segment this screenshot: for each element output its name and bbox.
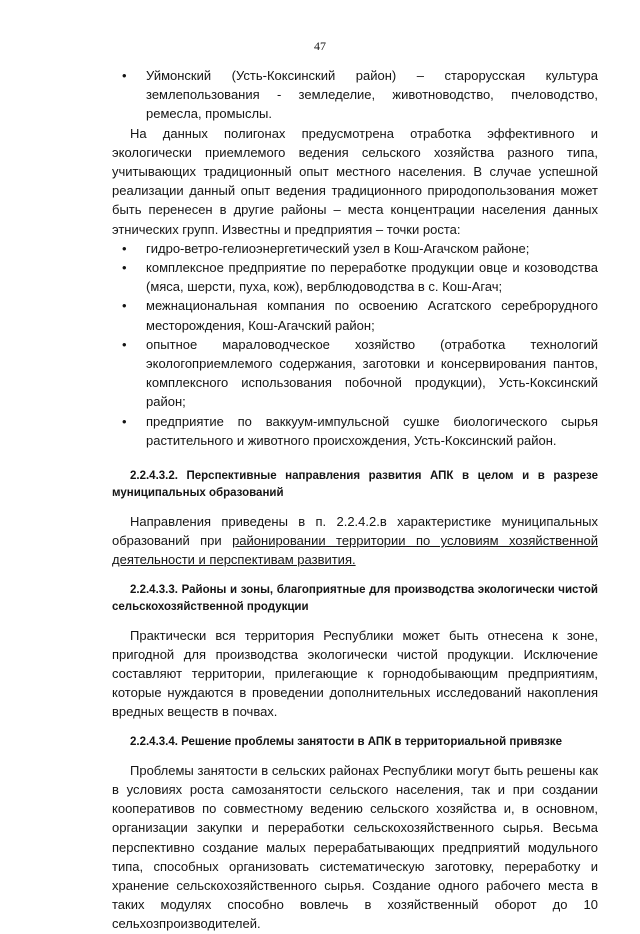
growth-points-list	[112, 239, 598, 450]
bullet-icon: •	[122, 260, 127, 276]
bullet-icon: •	[122, 298, 127, 314]
list-item	[112, 296, 598, 334]
list-item	[112, 66, 598, 124]
paragraph-text: Направления приведены в п. 2.2.4.2.в характеристике муниципальных образований при	[112, 514, 598, 549]
list-item	[112, 258, 598, 296]
list-item-text: межнациональная компания по освоению Асгатского сереброрудного месторождения, Кош-Агачский район;	[146, 298, 598, 333]
underlined-reference: районировании территории по условиям хозяйственной деятельности и перспективам развития.	[112, 533, 598, 568]
section-heading: 2.2.4.3.3. Районы и зоны, благоприятные для производства экологически чистой сельскохозяйственной продукции	[112, 583, 598, 613]
list-item-text: комплексное предприятие по переработке продукции овце и козоводства (мяса, шерсти, пуха, кож), верблюдоводства в с. Кош-Агач;	[146, 260, 598, 295]
bullet-icon: •	[122, 240, 127, 256]
section-heading: 2.2.4.3.2. Перспективные направления развития АПК в целом и в разрезе муниципальных образований	[112, 470, 598, 500]
bullet-icon: •	[122, 336, 127, 352]
paragraph: Проблемы занятости в сельских районах Республики могут быть решены как в условиях роста самозанятости сельского населения, так и при создании кооперативов по совместному ведению сельского хозяйства и, в основном, организации закупки и переработки сельскохозяйственного сырья. Весьма перспективно создание малых перерабатывающих предприятий модульного типа, способных организовать систематическую заготовку, переработку и хранение сельскохозяйственного сырья. Создание одного рабочего места в таких модулях способно вовлечь в хозяйственный оборот до 10 сельхозпроизводителей.	[112, 762, 598, 932]
paragraph: На данных полигонах предусмотрена отработка эффективного и экологически приемлемого ведения сельского хозяйства разного типа, учитывающих традиционный опыт местного населения. В случае успешной реализации данный опыт ведения традиционного природопользования может быть перенесен в другие районы – места концентрации населения данных этнических групп. Известны и предприятия – точки роста:	[112, 125, 598, 237]
list-item-text: гидро-ветро-гелиоэнергетический узел в Кош-Агачском районе;	[146, 240, 530, 256]
section-heading: 2.2.4.3.4. Решение проблемы занятости в АПК в территориальной привязке	[130, 735, 562, 748]
bullet-icon: •	[122, 413, 127, 429]
page-number: 47	[314, 39, 326, 53]
list-item-text: опытное мараловодческое хозяйство (отработка технологий экологоприемлемого содержания, заготовки и консервирования пантов, комплексного использования побочной продукции), Усть-Коксинский район;	[146, 336, 598, 410]
list-item	[112, 239, 598, 258]
paragraph	[112, 512, 598, 570]
page-content	[112, 66, 598, 934]
intro-bullet-list	[112, 66, 598, 124]
list-item-text: Уймонский (Усть-Коксинский район) – старорусская культура землепользования - земледелие, животноводство, пчеловодство, ремесла, промыслы.	[146, 68, 598, 122]
list-item	[112, 412, 598, 450]
list-item	[112, 335, 598, 412]
bullet-icon: •	[122, 68, 127, 83]
list-item-text: предприятие по ваккуум-импульсной сушке биологического сырья растительного и животного происхождения, Усть-Коксинский район.	[146, 413, 598, 448]
paragraph: Практически вся территория Республики может быть отнесена к зоне, пригодной для производства экологически чистой продукции. Исключение составляют территории, прилегающие к горнодобывающим предприятиям, которые нуждаются в проведении дополнительных исследований накопления вредных веществ в почвах.	[112, 627, 598, 720]
